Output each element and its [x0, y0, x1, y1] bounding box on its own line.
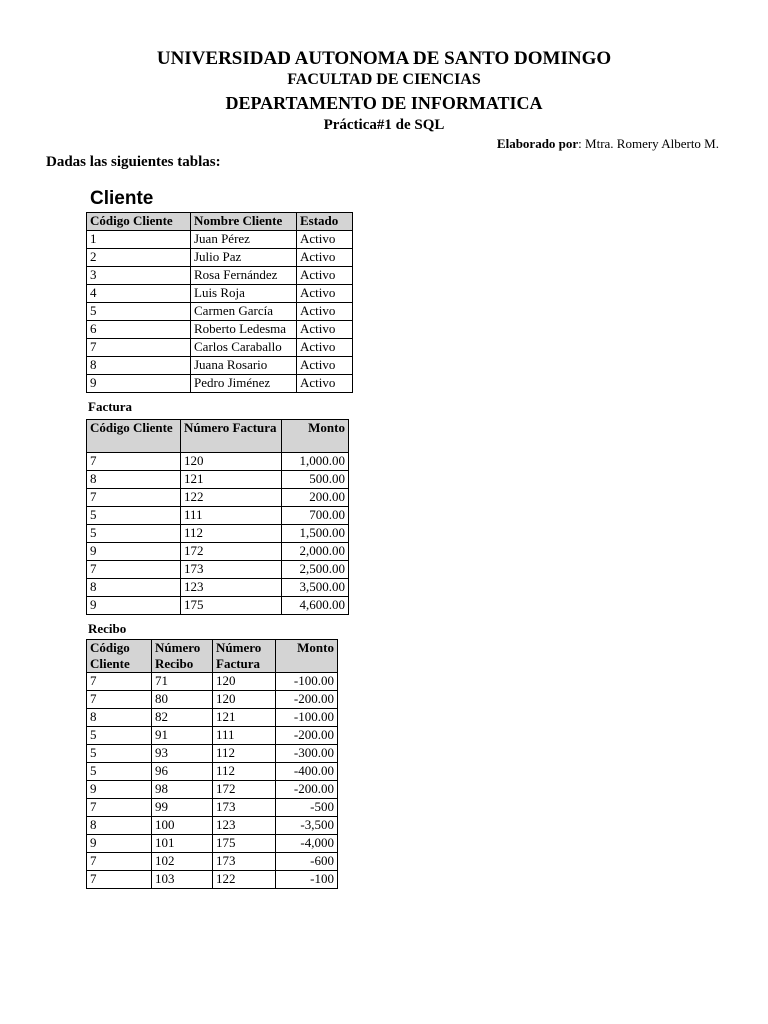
table-cell: Activo	[297, 339, 353, 357]
table-cell: 8	[87, 579, 181, 597]
table-cell: 8	[87, 817, 152, 835]
table-cell: 172	[213, 781, 276, 799]
table-cell: 98	[152, 781, 213, 799]
table-cell: Activo	[297, 249, 353, 267]
table-row	[87, 673, 338, 691]
recibo-table-title: Recibo	[88, 621, 127, 636]
table-cell: 5	[87, 525, 181, 543]
table-cell: Juana Rosario	[191, 357, 297, 375]
table-cell: 122	[213, 871, 276, 889]
table-cell: 111	[181, 507, 282, 525]
table-cell: 500.00	[282, 471, 349, 489]
table-cell: 99	[152, 799, 213, 817]
cliente-table-title: Cliente	[90, 188, 154, 209]
table-cell: Carmen García	[191, 303, 297, 321]
factura-table	[86, 419, 349, 615]
table-cell: 7	[87, 871, 152, 889]
table-cell: 120	[213, 673, 276, 691]
table-header-row	[87, 420, 349, 453]
table-cell: 1	[87, 231, 191, 249]
table-cell: -100.00	[276, 673, 338, 691]
column-header: Código Cliente	[87, 640, 152, 673]
table-cell: 2,000.00	[282, 543, 349, 561]
table-cell: -200.00	[276, 691, 338, 709]
table-cell: 101	[152, 835, 213, 853]
table-cell: Juan Pérez	[191, 231, 297, 249]
table-cell: Activo	[297, 321, 353, 339]
table-cell: 112	[181, 525, 282, 543]
column-header: Monto	[276, 640, 338, 673]
table-cell: 121	[213, 709, 276, 727]
table-cell: 1,000.00	[282, 453, 349, 471]
table-row	[87, 871, 338, 889]
table-cell: -200.00	[276, 727, 338, 745]
table-row	[87, 781, 338, 799]
table-row	[87, 249, 353, 267]
table-row	[87, 321, 353, 339]
table-cell: Julio Paz	[191, 249, 297, 267]
table-row	[87, 339, 353, 357]
table-cell: Rosa Fernández	[191, 267, 297, 285]
author-value: : Mtra. Romery Alberto M.	[578, 136, 719, 151]
table-cell: 7	[87, 691, 152, 709]
table-cell: 1,500.00	[282, 525, 349, 543]
table-row	[87, 507, 349, 525]
faculty-title: FACULTAD DE CIENCIAS	[287, 71, 481, 88]
table-cell: 91	[152, 727, 213, 745]
table-cell: -300.00	[276, 745, 338, 763]
table-cell: -600	[276, 853, 338, 871]
table-cell: 9	[87, 543, 181, 561]
table-row	[87, 471, 349, 489]
table-row	[87, 853, 338, 871]
table-cell: Pedro Jiménez	[191, 375, 297, 393]
table-cell: 5	[87, 303, 191, 321]
table-header-row	[87, 640, 338, 673]
table-header-row	[87, 213, 353, 231]
table-cell: 9	[87, 597, 181, 615]
table-row	[87, 453, 349, 471]
table-cell: -100	[276, 871, 338, 889]
table-cell: 120	[213, 691, 276, 709]
table-cell: 8	[87, 357, 191, 375]
table-row	[87, 489, 349, 507]
table-cell: Roberto Ledesma	[191, 321, 297, 339]
table-cell: Luis Roja	[191, 285, 297, 303]
table-cell: 7	[87, 853, 152, 871]
table-cell: 2,500.00	[282, 561, 349, 579]
table-cell: Activo	[297, 267, 353, 285]
table-row	[87, 543, 349, 561]
recibo-table-body	[87, 673, 338, 889]
table-cell: 7	[87, 453, 181, 471]
table-cell: 6	[87, 321, 191, 339]
table-cell: 7	[87, 799, 152, 817]
table-row	[87, 727, 338, 745]
department-title: DEPARTAMENTO DE INFORMATICA	[225, 93, 543, 113]
table-row	[87, 267, 353, 285]
column-header: Código Cliente	[87, 420, 181, 453]
table-cell: 175	[213, 835, 276, 853]
table-cell: 2	[87, 249, 191, 267]
table-cell: 9	[87, 375, 191, 393]
table-row	[87, 231, 353, 249]
table-cell: 5	[87, 763, 152, 781]
table-row	[87, 357, 353, 375]
table-cell: 100	[152, 817, 213, 835]
table-cell: 122	[181, 489, 282, 507]
table-cell: 175	[181, 597, 282, 615]
table-row	[87, 763, 338, 781]
table-row	[87, 561, 349, 579]
table-cell: 5	[87, 507, 181, 525]
column-header: Número Factura	[213, 640, 276, 673]
column-header: Monto	[282, 420, 349, 453]
table-cell: 3,500.00	[282, 579, 349, 597]
table-cell: 71	[152, 673, 213, 691]
table-row	[87, 745, 338, 763]
column-header: Número Recibo	[152, 640, 213, 673]
table-row	[87, 579, 349, 597]
table-cell: 173	[213, 799, 276, 817]
table-cell: 112	[213, 745, 276, 763]
table-row	[87, 597, 349, 615]
table-cell: Activo	[297, 357, 353, 375]
recibo-table	[86, 639, 338, 889]
column-header: Estado	[297, 213, 353, 231]
author-line	[497, 136, 719, 152]
table-cell: 173	[181, 561, 282, 579]
table-cell: 93	[152, 745, 213, 763]
table-cell: 7	[87, 339, 191, 357]
table-row	[87, 285, 353, 303]
table-cell: 8	[87, 709, 152, 727]
table-cell: 120	[181, 453, 282, 471]
table-cell: 8	[87, 471, 181, 489]
table-cell: 121	[181, 471, 282, 489]
table-cell: 172	[181, 543, 282, 561]
factura-table-body	[87, 453, 349, 615]
table-cell: -500	[276, 799, 338, 817]
table-cell: Activo	[297, 375, 353, 393]
table-cell: -400.00	[276, 763, 338, 781]
table-cell: 9	[87, 835, 152, 853]
table-cell: 4	[87, 285, 191, 303]
table-row	[87, 525, 349, 543]
table-cell: -4,000	[276, 835, 338, 853]
intro-text: Dadas las siguientes tablas:	[46, 154, 221, 170]
table-row	[87, 691, 338, 709]
table-cell: 7	[87, 561, 181, 579]
university-title: UNIVERSIDAD AUTONOMA DE SANTO DOMINGO	[156, 48, 612, 69]
table-cell: 102	[152, 853, 213, 871]
table-cell: Activo	[297, 231, 353, 249]
table-cell: 82	[152, 709, 213, 727]
table-cell: Activo	[297, 303, 353, 321]
table-row	[87, 817, 338, 835]
table-cell: 3	[87, 267, 191, 285]
table-row	[87, 799, 338, 817]
table-cell: -3,500	[276, 817, 338, 835]
table-row	[87, 303, 353, 321]
table-cell: 5	[87, 727, 152, 745]
table-row	[87, 709, 338, 727]
table-cell: 111	[213, 727, 276, 745]
table-cell: 7	[87, 489, 181, 507]
table-cell: 173	[213, 853, 276, 871]
table-cell: 112	[213, 763, 276, 781]
table-cell: 7	[87, 673, 152, 691]
table-cell: 9	[87, 781, 152, 799]
factura-table-title: Factura	[88, 399, 133, 414]
table-cell: 123	[213, 817, 276, 835]
table-cell: 5	[87, 745, 152, 763]
table-cell: 700.00	[282, 507, 349, 525]
table-cell: 200.00	[282, 489, 349, 507]
practice-title: Práctica#1 de SQL	[323, 117, 445, 133]
table-cell: -100.00	[276, 709, 338, 727]
table-cell: 80	[152, 691, 213, 709]
cliente-table-body	[87, 231, 353, 393]
table-cell: 4,600.00	[282, 597, 349, 615]
column-header: Código Cliente	[87, 213, 191, 231]
table-row	[87, 375, 353, 393]
column-header: Número Factura	[181, 420, 282, 453]
table-cell: 103	[152, 871, 213, 889]
table-cell: Activo	[297, 285, 353, 303]
table-cell: Carlos Caraballo	[191, 339, 297, 357]
column-header: Nombre Cliente	[191, 213, 297, 231]
author-label: Elaborado por	[496, 136, 579, 151]
table-row	[87, 835, 338, 853]
table-cell: -200.00	[276, 781, 338, 799]
table-cell: 123	[181, 579, 282, 597]
table-cell: 96	[152, 763, 213, 781]
cliente-table	[86, 212, 353, 393]
